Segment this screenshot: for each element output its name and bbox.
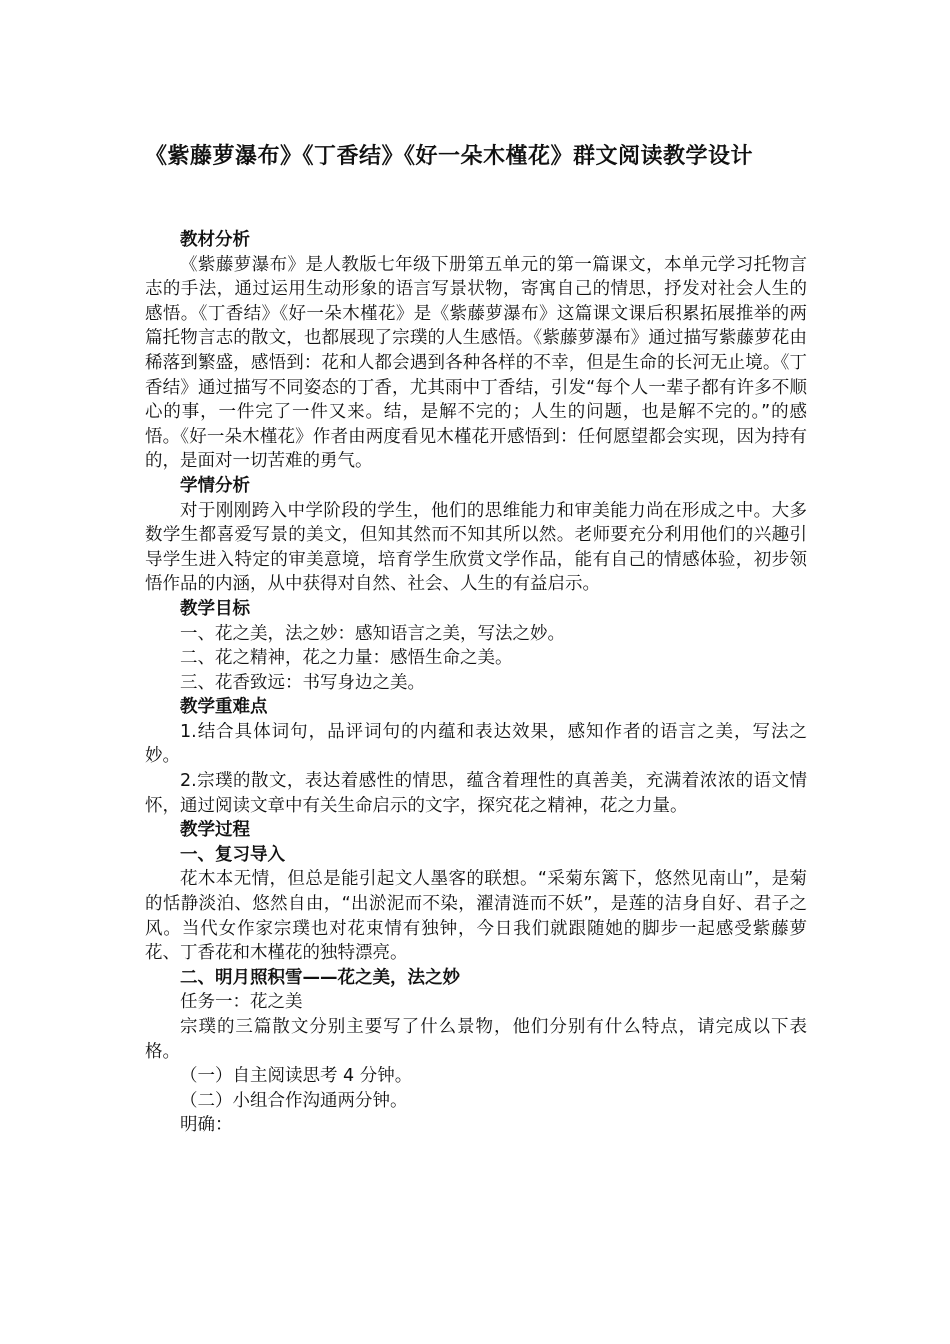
paragraph: 《紫藤萝瀑布》是人教版七年级下册第五单元的第一篇课文，本单元学习托物言志的手法，通过运用生动形象的语言写景状物，寄寓自己的情思，抒发对社会人生的感悟。《丁香结》《好一朵木槿花》是《紫藤萝瀑布》这篇课文课后积累拓展推举的两篇托物言志的散文，也都展现了宗璞的人生感悟。《紫藤萝瀑布》通过描写紫藤萝花由稀落到繁盛，感悟到：花和人都会遇到各种各样的不幸，但是生命的长河无止境。《丁香结》通过描写不同姿态的丁香，尤其雨中丁香结，引发“每个人一辈子都有许多不顺心的事，一件完了一件又来。结，是解不完的；人生的问题，也是解不完的。”的感悟。《好一朵木槿花》作者由两度看见木槿花开感悟到：任何愿望都会实现，因为持有的，是面对一切苦难的勇气。 <box>145 254 807 472</box>
subsection-heading: 一、复习导入 <box>180 844 285 865</box>
goal-item: 一、花之美，法之妙：感知语言之美，写法之妙。 <box>180 623 565 644</box>
step-item: （一）自主阅读思考 4 分钟。 <box>180 1066 413 1087</box>
section-heading-material: 教材分析 <box>180 230 250 250</box>
paragraph: 对于刚刚跨入中学阶段的学生，他们的思维能力和审美能力尚在形成之中。大多数学生都喜爱写景的美文，但知其然而不知其所以然。老师要充分利用他们的兴趣引导学生进入特定的审美意境，培育学生欣赏文学作品，能有自己的情感体验，初步领悟作品的内涵，从中获得对自然、社会、人生的有益启示。 <box>145 500 807 595</box>
document-body <box>145 228 807 1138</box>
goal-item: 二、花之精神，花之力量：感悟生命之美。 <box>180 648 513 669</box>
section-heading-goals: 教学目标 <box>180 598 250 619</box>
paragraph: 1.结合具体词句，品评词句的内蕴和表达效果，感知作者的语言之美，写法之妙。 <box>145 721 807 767</box>
task-label: 任务一：花之美 <box>180 992 303 1013</box>
document-title: 《紫藤萝瀑布》《丁香结》《好一朵木槿花》群文阅读教学设计 <box>145 144 754 169</box>
section-heading-process: 教学过程 <box>180 820 250 841</box>
paragraph: 花木本无情，但总是能引起文人墨客的联想。“采菊东篱下，悠然见南山”，是菊的恬静淡泊、悠然自由，“出淤泥而不染，濯清涟而不妖”，是莲的洁身自好、君子之风。当代女作家宗璞也对花束情有独钟，今日我们就跟随她的脚步一起感受紫藤萝花、丁香花和木槿花的独特漂亮。 <box>145 869 807 964</box>
section-heading-student: 学情分析 <box>180 475 250 496</box>
subsection-heading: 二、明月照积雪——花之美，法之妙 <box>180 967 460 988</box>
goal-item: 三、花香致远：书写身边之美。 <box>180 672 425 693</box>
clarify-label: 明确： <box>180 1115 233 1136</box>
section-heading-keypoints: 教学重难点 <box>180 697 268 718</box>
paragraph: 2.宗璞的散文，表达着感性的情思，蕴含着理性的真善美，充满着浓浓的语文情怀，通过阅读文章中有关生命启示的文字，探究花之精神，花之力量。 <box>145 771 807 816</box>
paragraph: 宗璞的三篇散文分别主要写了什么景物，他们分别有什么特点，请完成以下表格。 <box>145 1017 807 1062</box>
step-item: （二）小组合作沟通两分钟。 <box>180 1090 408 1111</box>
